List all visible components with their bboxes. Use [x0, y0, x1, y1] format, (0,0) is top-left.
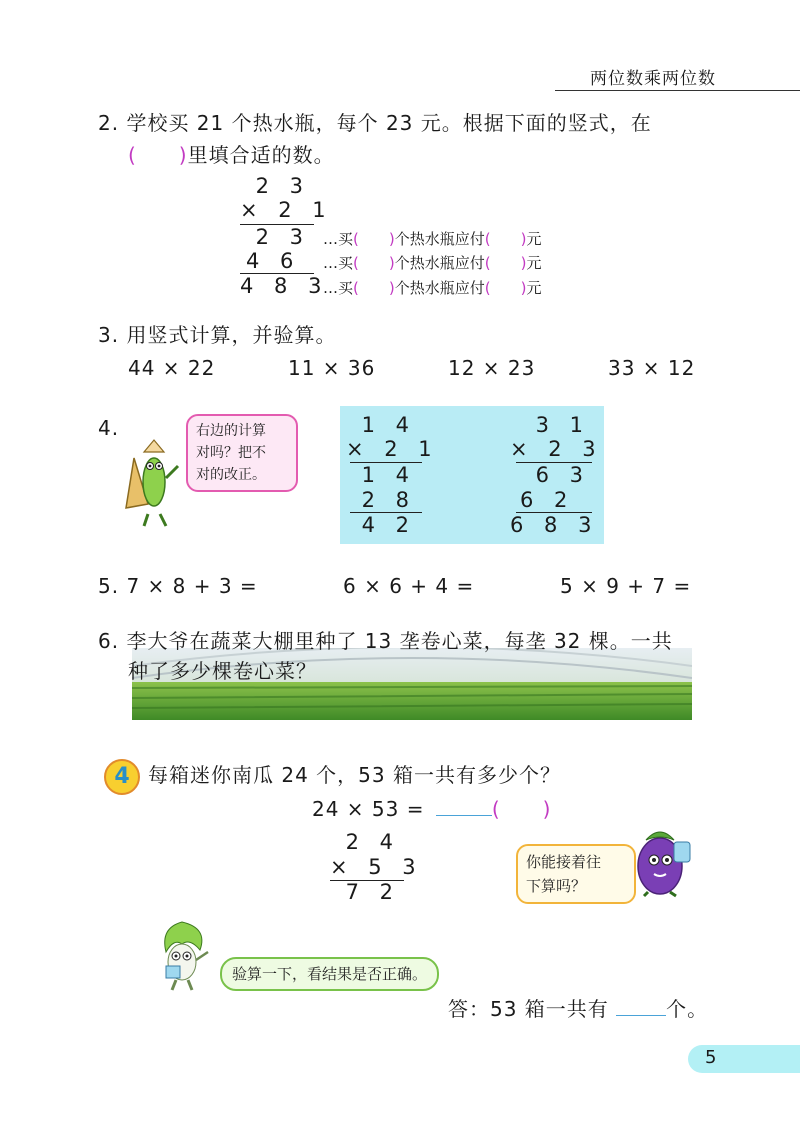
ex4-answer-prefix: 答：53 箱一共有	[448, 997, 609, 1021]
ex4-hint-bubble	[516, 844, 636, 904]
cabbage-character-icon	[152, 918, 216, 992]
q3-title: 3. 用竖式计算，并验算。	[98, 323, 337, 347]
ex4-check-bubble: 验算一下，看结果是否正确。	[220, 957, 439, 991]
q2-calc-b: × 2 1	[240, 198, 333, 222]
q2-annot-1-paren1[interactable]: ( )	[353, 230, 395, 248]
q2-calc-a: 2 3	[255, 174, 310, 198]
q5-item-2: 6 × 6 + 4 =	[343, 574, 475, 598]
ex4-calc-r1: 7 2	[345, 880, 400, 904]
example-number: 4	[114, 764, 130, 789]
q2-line2-text: 里填合适的数。	[187, 143, 335, 167]
ex4-calc-b: × 5 3	[330, 855, 423, 879]
q6-line1: 6. 李大爷在蔬菜大棚里种了 13 垄卷心菜，每垄 32 棵。一共	[98, 629, 673, 653]
q4-calc2-a: 3 1	[535, 413, 590, 437]
q4-calc1-a: 1 4	[361, 413, 416, 437]
q2-annot-3: …买( )个热水瓶应付( )元	[323, 279, 542, 297]
ex4-answer-input-blank[interactable]	[616, 1015, 666, 1016]
q5-item-1: 5. 7 × 8 + 3 =	[98, 574, 258, 598]
q4-bubble-line3: 对的改正。	[196, 467, 266, 483]
q2-annot-2-paren2[interactable]: ( )	[484, 254, 527, 272]
q3-item-2: 11 × 36	[288, 356, 376, 380]
page-number: 5	[705, 1047, 717, 1068]
q4-bubble-line1: 右边的计算	[196, 423, 266, 439]
ex4-hint-line1: 你能接着往	[526, 853, 602, 871]
q2-line2	[128, 140, 335, 170]
q2-paren[interactable]: ( )	[128, 143, 188, 167]
header-rule	[555, 90, 800, 91]
q4-calc1-r2: 2 8	[361, 488, 416, 512]
q4-speech-bubble	[186, 414, 298, 492]
q4-calc2-r2: 6 2	[520, 488, 575, 512]
q2-calc-r3: 4 8 3	[240, 274, 329, 298]
ex4-calc-a: 2 4	[345, 830, 400, 854]
ex4-answer-blank[interactable]	[436, 815, 492, 816]
q2-annot-2: …买( )个热水瓶应付( )元	[323, 254, 542, 272]
pencil-character-icon	[122, 438, 192, 530]
ex4-hint-line2: 下算吗？	[526, 877, 587, 895]
ex4-answer-suffix: 个。	[666, 997, 709, 1021]
header-title: 两位数乘两位数	[590, 69, 716, 89]
q3-item-3: 12 × 23	[448, 356, 536, 380]
q4-calc2-b: × 2 3	[510, 437, 603, 461]
q2-annot-1: …买( )个热水瓶应付( )元	[323, 230, 542, 248]
q2-annot-2-paren1[interactable]: ( )	[353, 254, 395, 272]
q3-item-1: 44 × 22	[128, 356, 216, 380]
q2-annot-3-paren1[interactable]: ( )	[353, 279, 395, 297]
q4-calc1-r1: 1 4	[361, 463, 416, 487]
q2-annot-1-paren2[interactable]: ( )	[484, 230, 527, 248]
q2-calc-r1: 2 3	[255, 225, 310, 249]
ex4-answer	[448, 994, 708, 1024]
q4-calc2-r1: 6 3	[535, 463, 590, 487]
q2-annot-3-paren2[interactable]: ( )	[484, 279, 527, 297]
q2-calc-r2: 4 6	[246, 249, 301, 273]
q6-line2: 种了多少棵卷心菜？	[128, 659, 317, 683]
example-number-badge	[104, 759, 140, 795]
q4-label: 4.	[98, 416, 120, 440]
q5-item-3: 5 × 9 + 7 =	[560, 574, 692, 598]
q4-calc1-r3: 4 2	[361, 513, 416, 537]
q2-line1: 2. 学校买 21 个热水瓶，每个 23 元。根据下面的竖式，在	[98, 111, 652, 135]
ex4-equation	[312, 794, 551, 824]
q4-calc1-b: × 2 1	[346, 437, 439, 461]
q4-bubble-line2: 对吗？把不	[196, 445, 266, 461]
ex4-unit-paren[interactable]: ( )	[491, 797, 552, 821]
eggplant-character-icon	[624, 816, 700, 898]
q4-calc2-r3: 6 8 3	[510, 513, 599, 537]
ex4-text: 每箱迷你南瓜 24 个，53 箱一共有多少个？	[148, 763, 561, 787]
ex4-equation-text: 24 × 53 =	[312, 797, 425, 821]
q3-item-4: 33 × 12	[608, 356, 696, 380]
